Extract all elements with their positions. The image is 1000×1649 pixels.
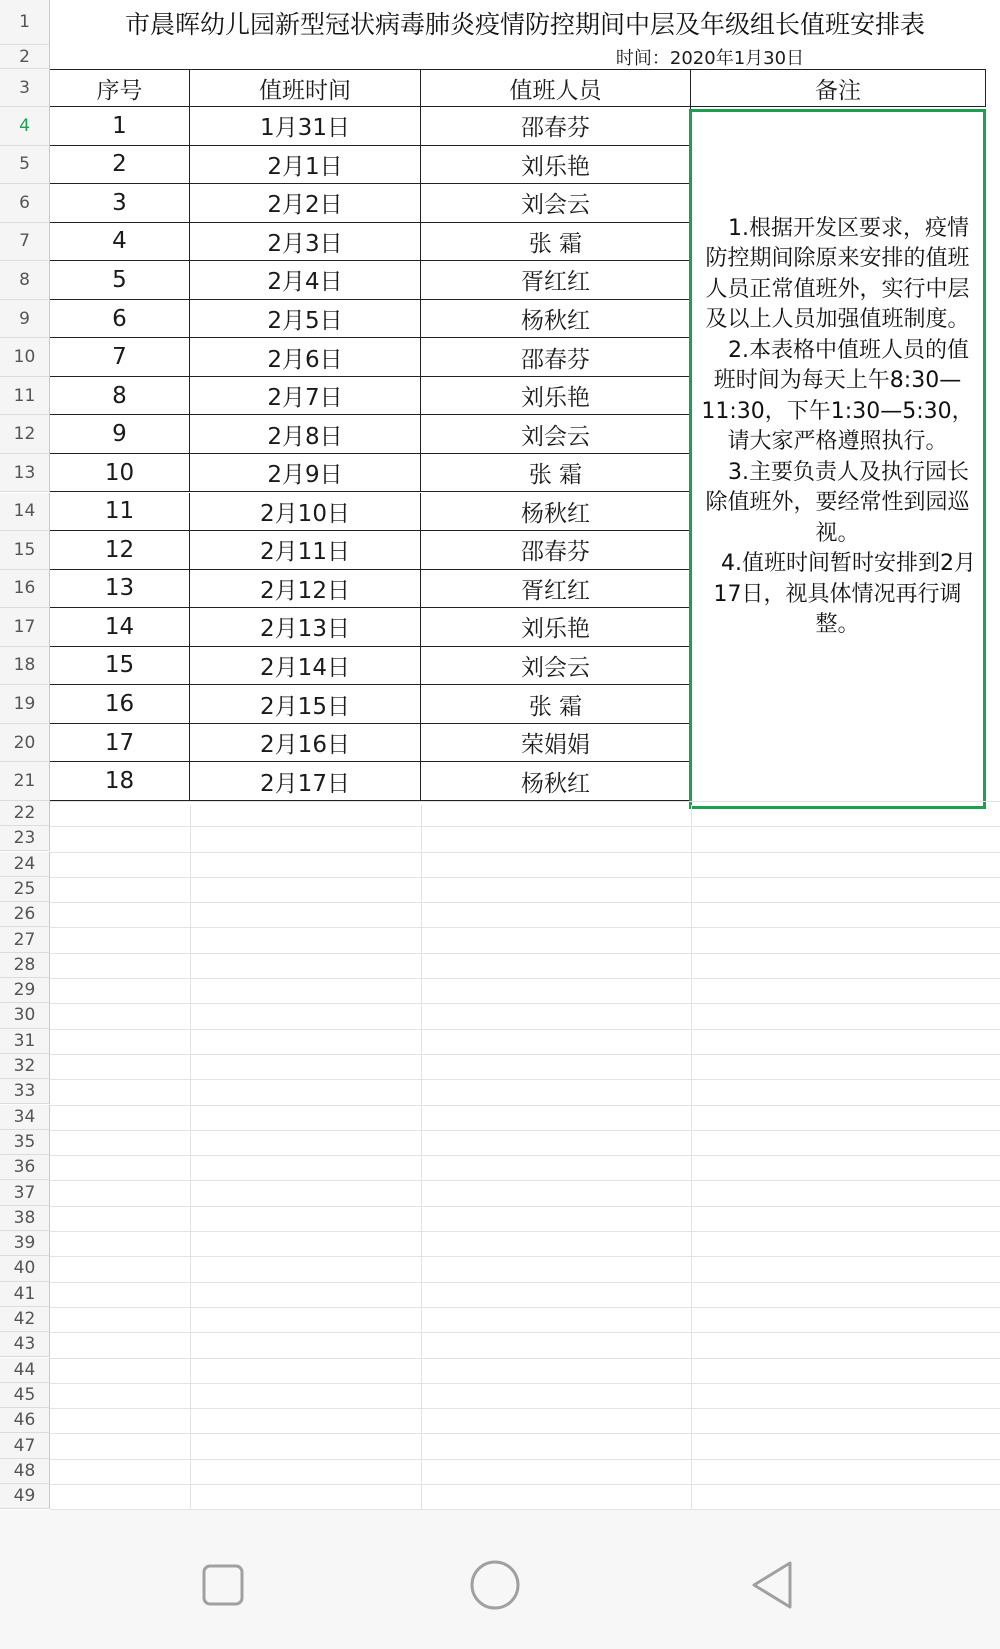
android-nav-bar: [0, 1510, 1000, 1649]
cell-seq[interactable]: 9: [50, 415, 190, 454]
cell-seq[interactable]: 18: [50, 762, 190, 801]
note-item: 1.根据开发区要求，疫情防控期间除原来安排的值班人员正常值班外，实行中层及以上人员加强值班制度。: [705, 215, 970, 332]
cell-seq[interactable]: 13: [50, 570, 190, 609]
cell-seq[interactable]: 8: [50, 377, 190, 416]
row-header[interactable]: 33: [0, 1079, 50, 1104]
row-header[interactable]: 19: [0, 685, 50, 724]
row-header[interactable]: 40: [0, 1256, 50, 1281]
cell-date[interactable]: 2月10日: [190, 493, 421, 532]
cell-date[interactable]: 1月31日: [190, 107, 421, 146]
cell-date[interactable]: 2月11日: [190, 531, 421, 570]
row-header[interactable]: 2: [0, 45, 50, 69]
cell-person[interactable]: 胥红红: [421, 570, 691, 609]
cell-person[interactable]: 张 霜: [421, 223, 691, 262]
cell-date[interactable]: 2月8日: [190, 415, 421, 454]
grid-line: [50, 1307, 1000, 1308]
row-header[interactable]: 20: [0, 724, 50, 763]
header-seq[interactable]: 序号: [50, 69, 190, 107]
cell-seq[interactable]: 2: [50, 146, 190, 185]
grid-line: [50, 1003, 1000, 1004]
row-header[interactable]: 49: [0, 1484, 50, 1509]
note-item: 3.主要负责人及执行园长除值班外，要经常性到园巡视。: [705, 459, 970, 546]
row-header[interactable]: 15: [0, 531, 50, 570]
cell-date[interactable]: 2月3日: [190, 223, 421, 262]
row-header[interactable]: 9: [0, 300, 50, 339]
cell-date[interactable]: 2月5日: [190, 300, 421, 339]
grid-line: [50, 826, 1000, 827]
grid-line: [50, 927, 1000, 928]
grid-line: [50, 1206, 1000, 1207]
header-person[interactable]: 值班人员: [421, 69, 691, 107]
row-header[interactable]: 26: [0, 902, 50, 927]
notes-text: [697, 214, 979, 641]
grid-line: [50, 1155, 1000, 1156]
row-header[interactable]: 41: [0, 1282, 50, 1307]
row-header[interactable]: 27: [0, 927, 50, 952]
notes-cell[interactable]: [689, 109, 986, 809]
sheet-title[interactable]: 市晨晖幼儿园新型冠状病毒肺炎疫情防控期间中层及年级组长值班安排表: [124, 9, 925, 39]
home-button[interactable]: [465, 1555, 525, 1615]
row-header[interactable]: 28: [0, 953, 50, 978]
row-header[interactable]: 6: [0, 184, 50, 223]
circle-home-icon: [469, 1559, 521, 1611]
grid-line: [50, 801, 1000, 802]
row-header[interactable]: 10: [0, 338, 50, 377]
cell-date[interactable]: 2月1日: [190, 146, 421, 185]
row-header[interactable]: 35: [0, 1130, 50, 1155]
row-header[interactable]: 21: [0, 762, 50, 801]
grid-line: [50, 1484, 1000, 1485]
grid-line: [50, 1231, 1000, 1232]
cell-date[interactable]: 2月13日: [190, 608, 421, 647]
square-recents-icon: [201, 1563, 245, 1607]
grid-line: [50, 1180, 1000, 1181]
cell-person[interactable]: 杨秋红: [421, 300, 691, 339]
row-header[interactable]: 13: [0, 454, 50, 493]
back-button[interactable]: [744, 1557, 800, 1613]
row-header[interactable]: 32: [0, 1054, 50, 1079]
recents-button[interactable]: [195, 1557, 251, 1613]
triangle-back-icon: [748, 1559, 796, 1611]
cell-person[interactable]: 胥红红: [421, 261, 691, 300]
row-header[interactable]: 31: [0, 1029, 50, 1054]
row-header[interactable]: 44: [0, 1358, 50, 1383]
cell-date[interactable]: 2月15日: [190, 685, 421, 724]
cell-seq[interactable]: 11: [50, 493, 190, 532]
row-header[interactable]: 17: [0, 608, 50, 647]
row-header[interactable]: 45: [0, 1383, 50, 1408]
row-header[interactable]: 48: [0, 1459, 50, 1484]
note-item: 4.值班时间暂时安排到2月17日，视具体情况再行调整。: [713, 551, 976, 637]
header-notes[interactable]: 备注: [691, 69, 986, 107]
grid-line: [50, 978, 1000, 979]
cell-person[interactable]: 邵春芬: [421, 338, 691, 377]
cell-seq[interactable]: 3: [50, 184, 190, 223]
cell-person[interactable]: 荣娟娟: [421, 724, 691, 763]
row-header[interactable]: 12: [0, 415, 50, 454]
date-label[interactable]: 时间：2020年1月30日: [615, 48, 805, 69]
grid-line: [50, 1433, 1000, 1434]
row-header[interactable]: 5: [0, 146, 50, 185]
cell-seq[interactable]: 4: [50, 223, 190, 262]
grid-line: [50, 1130, 1000, 1131]
row-header[interactable]: 16: [0, 570, 50, 609]
cell-person[interactable]: 邵春芬: [421, 531, 691, 570]
cell-date[interactable]: 2月17日: [190, 762, 421, 801]
grid-line: [50, 1332, 1000, 1333]
grid-line: [50, 1408, 1000, 1409]
cell-person[interactable]: 邵春芬: [421, 107, 691, 146]
cell-person[interactable]: 刘会云: [421, 415, 691, 454]
cell-person[interactable]: 刘会云: [421, 647, 691, 686]
cell-seq[interactable]: 14: [50, 608, 190, 647]
cell-date[interactable]: 2月14日: [190, 647, 421, 686]
cell-person[interactable]: 张 霜: [421, 685, 691, 724]
row-header[interactable]: 43: [0, 1332, 50, 1357]
grid-line: [50, 1256, 1000, 1257]
cell-person[interactable]: 刘乐艳: [421, 608, 691, 647]
row-header[interactable]: 30: [0, 1003, 50, 1028]
cell-person[interactable]: 杨秋红: [421, 493, 691, 532]
cell-person[interactable]: 刘乐艳: [421, 377, 691, 416]
note-item: 2.本表格中值班人员的值班时间为每天上午8:30—11:30，下午1:30—5:30，请大家严格遵照执行。: [701, 337, 974, 454]
grid-line: [50, 1079, 1000, 1080]
row-header[interactable]: 34: [0, 1105, 50, 1130]
row-header[interactable]: 29: [0, 978, 50, 1003]
row-header[interactable]: 46: [0, 1408, 50, 1433]
grid-line: [50, 902, 1000, 903]
grid-line: [50, 877, 1000, 878]
cell-person[interactable]: 刘会云: [421, 184, 691, 223]
row-header[interactable]: 37: [0, 1180, 50, 1205]
row-header[interactable]: 3: [0, 69, 50, 107]
grid-line: [50, 1029, 1000, 1030]
row-header[interactable]: 7: [0, 223, 50, 262]
grid-line: [50, 852, 1000, 853]
grid-line: [691, 805, 692, 1510]
cell-seq[interactable]: 16: [50, 685, 190, 724]
grid-line: [190, 805, 191, 1510]
cell-date[interactable]: 2月16日: [190, 724, 421, 763]
row-header[interactable]: 42: [0, 1307, 50, 1332]
cell-person[interactable]: 杨秋红: [421, 762, 691, 801]
cell-seq[interactable]: 17: [50, 724, 190, 763]
cell-seq[interactable]: 6: [50, 300, 190, 339]
row-header[interactable]: 36: [0, 1155, 50, 1180]
row-header[interactable]: 22: [0, 801, 50, 826]
cell-person[interactable]: 张 霜: [421, 454, 691, 493]
cell-seq[interactable]: 5: [50, 261, 190, 300]
cell-date[interactable]: 2月4日: [190, 261, 421, 300]
grid-line: [50, 1383, 1000, 1384]
row-header[interactable]: 47: [0, 1433, 50, 1458]
grid-line: [50, 1054, 1000, 1055]
cell-date[interactable]: 2月12日: [190, 570, 421, 609]
cell-seq[interactable]: 1: [50, 107, 190, 146]
grid-line: [50, 953, 1000, 954]
row-header[interactable]: 18: [0, 647, 50, 686]
row-header[interactable]: 11: [0, 377, 50, 416]
row-header[interactable]: 24: [0, 852, 50, 877]
header-date[interactable]: 值班时间: [190, 69, 421, 107]
grid-line: [50, 1459, 1000, 1460]
row-header[interactable]: 4: [0, 107, 50, 146]
cell-date[interactable]: 2月9日: [190, 454, 421, 493]
grid-line: [421, 805, 422, 1510]
row-header[interactable]: 38: [0, 1206, 50, 1231]
cell-date[interactable]: 2月2日: [190, 184, 421, 223]
cell-seq[interactable]: 7: [50, 338, 190, 377]
row-header[interactable]: 39: [0, 1231, 50, 1256]
row-header[interactable]: 14: [0, 493, 50, 532]
row-header[interactable]: 25: [0, 877, 50, 902]
grid-line: [50, 1282, 1000, 1283]
grid-line: [50, 1105, 1000, 1106]
cell-seq[interactable]: 15: [50, 647, 190, 686]
cell-person[interactable]: 刘乐艳: [421, 146, 691, 185]
row-header[interactable]: 8: [0, 261, 50, 300]
cell-seq[interactable]: 12: [50, 531, 190, 570]
grid-line: [50, 1358, 1000, 1359]
row-header[interactable]: 1: [0, 0, 50, 45]
row-header[interactable]: 23: [0, 826, 50, 851]
cell-date[interactable]: 2月6日: [190, 338, 421, 377]
cell-date[interactable]: 2月7日: [190, 377, 421, 416]
cell-seq[interactable]: 10: [50, 454, 190, 493]
